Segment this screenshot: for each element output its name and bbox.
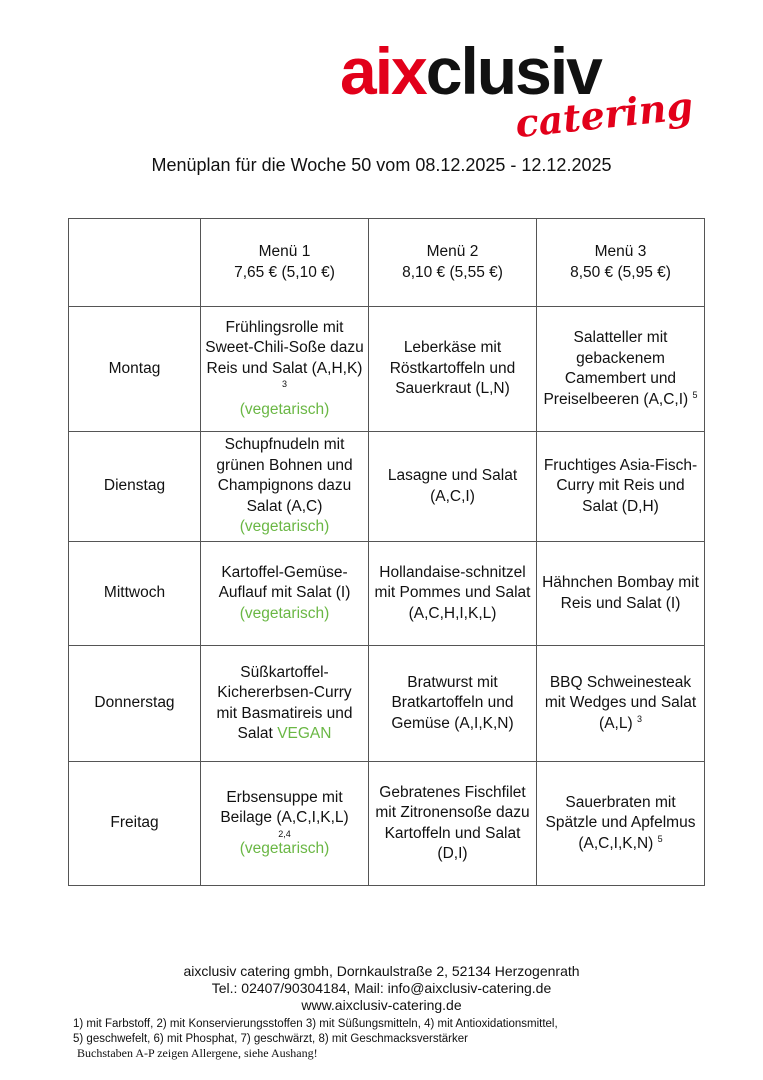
- day-label: Montag: [69, 307, 201, 432]
- menu-price: 7,65 € (5,10 €): [234, 263, 335, 281]
- menu-header: [369, 219, 537, 307]
- header-row: [69, 219, 705, 307]
- dish-cell: [201, 307, 369, 432]
- additive-notes: [73, 1017, 558, 1061]
- day-label: Freitag: [69, 762, 201, 886]
- dish-cell: [201, 542, 369, 646]
- vegetarian-label: (vegetarisch): [239, 518, 330, 536]
- dish-cell: [201, 432, 369, 542]
- additive-note: 5: [657, 833, 663, 844]
- dish-text: Gebratenes Fischfilet mit Zitronensoße dazu Kartoffeln und Salat (D,I): [375, 783, 530, 862]
- dish-text: Fruchtiges Asia-Fisch-Curry mit Reis und Salat (D,H): [543, 456, 698, 515]
- menu-header: [537, 219, 705, 307]
- menu-price: 8,50 € (5,95 €): [570, 263, 671, 281]
- vegetarian-label: (vegetarisch): [239, 400, 330, 418]
- dish-text: Lasagne und Salat (A,C,I): [387, 467, 518, 505]
- dish-text: Bratwurst mit Bratkartoffeln und Gemüse (A,I,K,N): [391, 673, 514, 732]
- table-row: [69, 542, 705, 646]
- vegetarian-label: (vegetarisch): [239, 839, 330, 857]
- table-row: [69, 432, 705, 542]
- company-footer: [0, 963, 763, 1014]
- dish-text: Erbsensuppe mit Beilage (A,C,I,K,L): [220, 788, 349, 827]
- vegetarian-label: (vegetarisch): [239, 604, 330, 622]
- dish-cell: [201, 762, 369, 886]
- menu-table: [68, 218, 705, 886]
- company-contact: Tel.: 02407/90304184, Mail: info@aixclusiv-catering.de: [211, 980, 552, 996]
- dish-cell: [537, 762, 705, 886]
- logo-brand-red: aix: [340, 34, 426, 108]
- empty-corner-cell: [69, 219, 201, 307]
- table-row: [69, 307, 705, 432]
- menu-name: Menü 2: [426, 243, 479, 260]
- dish-text: Schupfnudeln mit grünen Bohnen und Champignons dazu Salat (A,C): [216, 436, 353, 515]
- day-label: Mittwoch: [69, 542, 201, 646]
- day-label: Donnerstag: [69, 646, 201, 762]
- company-website: www.aixclusiv-catering.de: [301, 997, 462, 1013]
- table-row: [69, 646, 705, 762]
- logo-brand: [340, 34, 601, 108]
- company-address: aixclusiv catering gmbh, Dornkaulstraße 2, 52134 Herzogenrath: [183, 963, 580, 979]
- dish-cell: [369, 432, 537, 542]
- additive-note-line: 5) geschwefelt, 6) mit Phosphat, 7) geschwärzt, 8) mit Geschmacksverstärker: [73, 1032, 468, 1045]
- additive-note: 2,4: [278, 828, 291, 839]
- additive-note: 3: [281, 379, 287, 390]
- additive-note: 3: [636, 713, 642, 724]
- dish-cell: [537, 432, 705, 542]
- dish-text: Hollandaise-schnitzel mit Pommes und Salat (A,C,H,I,K,L): [374, 563, 531, 622]
- menu-header: [201, 219, 369, 307]
- dish-cell: [537, 542, 705, 646]
- dish-text: Süßkartoffel-Kichererbsen-Curry mit Basmatireis und Salat: [216, 663, 353, 742]
- logo: [340, 34, 700, 148]
- dish-cell: [369, 646, 537, 762]
- page-title: Menüplan für die Woche 50 vom 08.12.2025 - 12.12.2025: [151, 155, 612, 175]
- dish-cell: [369, 542, 537, 646]
- dish-cell: [537, 307, 705, 432]
- menu-name: Menü 3: [594, 243, 647, 260]
- dish-text: Salatteller mit gebackenem Camembert und Preiselbeeren (A,C,I): [543, 329, 689, 408]
- additive-note-line: 1) mit Farbstoff, 2) mit Konservierungsstoffen 3) mit Süßungsmitteln, 4) mit Antioxidationsmittel,: [73, 1018, 558, 1030]
- dish-cell: [537, 646, 705, 762]
- menu-name: Menü 1: [258, 243, 311, 260]
- dish-text: Kartoffel-Gemüse-Auflauf mit Salat (I): [218, 563, 351, 602]
- dish-text: Sauerbraten mit Spätzle und Apfelmus (A,C,I,K,N): [545, 793, 696, 852]
- dish-text: Frühlingsrolle mit Sweet-Chili-Soße dazu Reis und Salat (A,H,K): [205, 318, 364, 377]
- dish-cell: [369, 762, 537, 886]
- dish-text: Hähnchen Bombay mit Reis und Salat (I): [542, 574, 699, 612]
- dish-cell: [369, 307, 537, 432]
- logo-sub: catering: [513, 82, 696, 147]
- vegan-label: VEGAN: [277, 725, 332, 742]
- dish-text: Leberkäse mit Röstkartoffeln und Sauerkraut (L,N): [389, 339, 516, 398]
- logo-brand-black: clusiv: [425, 34, 601, 108]
- additive-note: 5: [692, 389, 698, 400]
- day-label: Dienstag: [69, 432, 201, 542]
- dish-text: BBQ Schweinesteak mit Wedges und Salat (A,L): [544, 673, 697, 732]
- dish-cell: [201, 646, 369, 762]
- menu-price: 8,10 € (5,55 €): [402, 263, 503, 281]
- table-row: [69, 762, 705, 886]
- allergen-note: Buchstaben A-P zeigen Allergene, siehe Aushang!: [77, 1046, 318, 1060]
